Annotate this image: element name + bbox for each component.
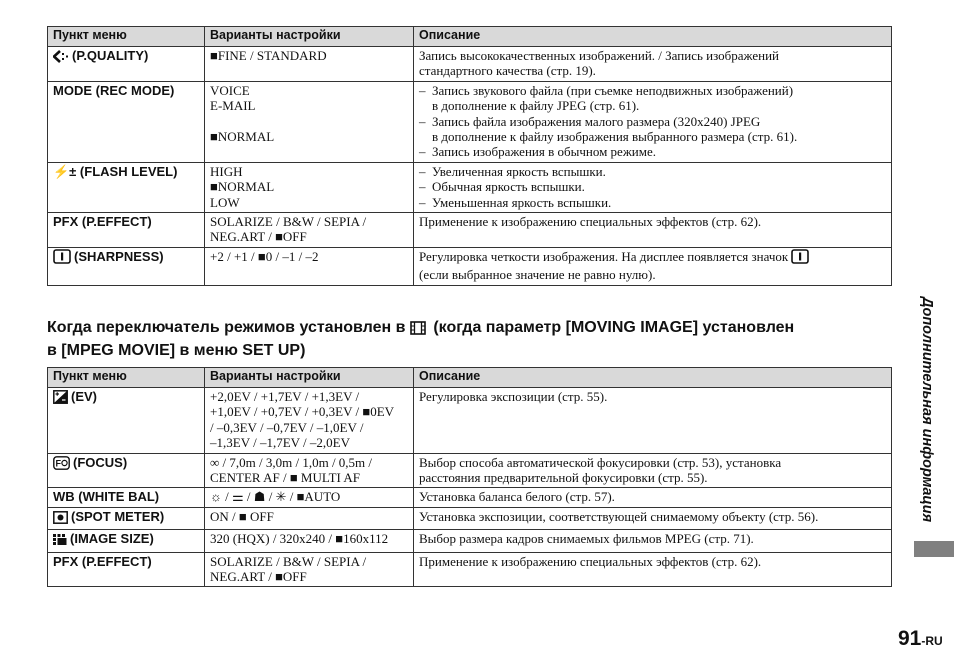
option-line: / –0,3EV / –0,7EV / –1,0EV /	[210, 419, 364, 435]
description-line: Регулировка четкости изображения. На дисплее появляется значок	[419, 249, 886, 267]
description-line: Выбор размера кадров снимаемых фильмов MPEG (стр. 71).	[419, 531, 754, 547]
header-item: Пункт меню	[48, 368, 205, 388]
table-header-row	[48, 368, 892, 388]
description-line: – Запись файла изображения малого размера (320x240) JPEG	[419, 113, 761, 129]
item-label: WB (WHITE BAL)	[53, 489, 160, 505]
description-cell	[414, 552, 892, 587]
option-line: ■FINE / STANDARD	[210, 48, 327, 63]
sharpness-icon	[791, 249, 809, 267]
description-cell	[414, 488, 892, 507]
option-line: ☼ / ⚌ / ☗ / ✳ / ■AUTO	[210, 489, 341, 505]
description-cell	[414, 81, 892, 162]
option-line: HIGH	[210, 163, 243, 179]
table-row	[48, 47, 892, 82]
description-line: в дополнение к файлу JPEG (стр. 61).	[432, 98, 640, 114]
header-description: Описание	[414, 27, 892, 47]
options-cell	[205, 47, 414, 82]
options-cell	[205, 81, 414, 162]
description-cell	[414, 213, 892, 248]
description-line: расстояния предварительной фокусировки (стр. 55).	[419, 470, 708, 486]
description-cell	[414, 507, 892, 529]
description-line: Регулировка экспозиции (стр. 55).	[419, 389, 608, 404]
item-label: (EV)	[71, 389, 97, 404]
option-line: NEG.ART / ■OFF	[210, 229, 307, 245]
item-label: (SHARPNESS)	[74, 248, 164, 264]
section-heading: Когда переключатель режимов установлен в (когда параметр [MOVING IMAGE] установлен в [MPEG MOVIE] в меню SET UP)	[47, 319, 795, 359]
options-cell	[205, 213, 414, 248]
option-line: ■NORMAL	[210, 129, 275, 145]
description-cell	[414, 530, 892, 552]
table-row	[48, 530, 892, 552]
item-cell	[48, 247, 205, 285]
options-cell	[205, 453, 414, 488]
option-line: –1,3EV / –1,7EV / –2,0EV	[210, 435, 350, 451]
table-row	[48, 247, 892, 285]
table-row	[48, 453, 892, 488]
option-line: +2 / +1 / ■0 / –1 / –2	[210, 248, 319, 264]
item-label: PFX (P.EFFECT)	[53, 553, 152, 569]
spot-meter-icon	[53, 511, 68, 527]
page-suffix: -RU	[921, 634, 943, 648]
table-row	[48, 488, 892, 507]
description-cell	[414, 47, 892, 82]
description-cell	[414, 453, 892, 488]
description-line: Установка экспозиции, соответствующей снимаемому объекту (стр. 56).	[419, 508, 819, 524]
item-label: (IMAGE SIZE)	[70, 531, 154, 547]
item-label: MODE (REC MODE)	[53, 82, 175, 98]
film-icon	[410, 321, 426, 341]
table-row	[48, 81, 892, 162]
item-label: (P.QUALITY)	[72, 48, 149, 63]
item-cell	[48, 552, 205, 587]
options-cell	[205, 530, 414, 552]
options-cell	[205, 247, 414, 285]
table-row	[48, 552, 892, 587]
item-cell	[48, 388, 205, 454]
option-line: ∞ / 7,0m / 3,0m / 1,0m / 0,5m /	[210, 454, 373, 470]
option-line: NEG.ART / ■OFF	[210, 569, 307, 585]
option-line: CENTER AF / ■ MULTI AF	[210, 470, 361, 486]
description-line: – Обычная яркость вспышки.	[419, 179, 585, 195]
option-line: ■NORMAL	[210, 179, 275, 195]
option-line: LOW	[210, 194, 240, 210]
table-header-row	[48, 27, 892, 47]
quality-icon	[53, 50, 69, 66]
ev-icon	[53, 390, 68, 407]
menu-table-still	[47, 26, 892, 286]
menu-table-movie	[47, 367, 892, 587]
description-line: Применение к изображению специальных эффектов (стр. 62).	[419, 214, 762, 230]
description-line: – Увеличенная яркость вспышки.	[419, 163, 606, 179]
option-line: E-MAIL	[210, 98, 256, 114]
option-line: 320 (HQX) / 320x240 / ■160x112	[210, 531, 389, 547]
item-cell	[48, 488, 205, 507]
option-line: SOLARIZE / B&W / SEPIA /	[210, 214, 367, 230]
option-line: ON / ■ OFF	[210, 508, 274, 524]
option-line: +2,0EV / +1,7EV / +1,3EV /	[210, 389, 360, 404]
description-line: стандартного качества (стр. 19).	[419, 63, 596, 79]
description-line: (если выбранное значение не равно нулю).	[419, 267, 656, 283]
item-label: (SPOT METER)	[71, 508, 165, 524]
options-cell	[205, 552, 414, 587]
header-options: Варианты настройки	[205, 27, 414, 47]
focus-icon	[53, 456, 70, 473]
option-line: +1,0EV / +0,7EV / +0,3EV / ■0EV	[210, 404, 395, 420]
item-cell	[48, 213, 205, 248]
option-line: SOLARIZE / B&W / SEPIA /	[210, 553, 367, 569]
item-label: PFX (P.EFFECT)	[53, 214, 152, 230]
options-cell	[205, 162, 414, 212]
description-cell	[414, 388, 892, 454]
item-cell	[48, 507, 205, 529]
description-line: Применение к изображению специальных эффектов (стр. 62).	[419, 553, 762, 569]
item-cell	[48, 81, 205, 162]
description-line: Выбор способа автоматической фокусировки (стр. 53), установка	[419, 454, 782, 470]
description-line: в дополнение к файлу изображения выбранного размера (стр. 61).	[432, 129, 798, 145]
description-line: – Запись звукового файла (при съемке неподвижных изображений)	[419, 82, 794, 98]
table-row	[48, 213, 892, 248]
description-line: – Уменьшенная яркость вспышки.	[419, 194, 612, 210]
item-label: ⚡± (FLASH LEVEL)	[53, 163, 178, 179]
description-cell	[414, 247, 892, 285]
sharpness-icon	[53, 249, 71, 267]
header-description: Описание	[414, 368, 892, 388]
option-line: VOICE	[210, 82, 250, 98]
header-options: Варианты настройки	[205, 368, 414, 388]
table-row	[48, 162, 892, 212]
description-line: – Запись изображения в обычном режиме.	[419, 144, 657, 160]
svg-text:F: F	[55, 458, 61, 469]
item-label: (FOCUS)	[73, 454, 128, 470]
table-row	[48, 388, 892, 454]
page-number: 91-RU	[898, 627, 943, 650]
item-cell	[48, 453, 205, 488]
option-spacer	[210, 114, 408, 129]
description-line: Установка баланса белого (стр. 57).	[419, 489, 615, 505]
side-section-tab: Дополнительная информация	[919, 296, 935, 523]
description-line: Запись высококачественных изображений. / Запись изображений	[419, 48, 779, 63]
options-cell	[205, 488, 414, 507]
item-cell	[48, 162, 205, 212]
item-cell	[48, 530, 205, 552]
side-tab-marker	[914, 541, 954, 557]
image-size-icon	[53, 533, 67, 549]
table-row	[48, 507, 892, 529]
options-cell	[205, 388, 414, 454]
item-cell	[48, 47, 205, 82]
header-item: Пункт меню	[48, 27, 205, 47]
options-cell	[205, 507, 414, 529]
description-cell	[414, 162, 892, 212]
